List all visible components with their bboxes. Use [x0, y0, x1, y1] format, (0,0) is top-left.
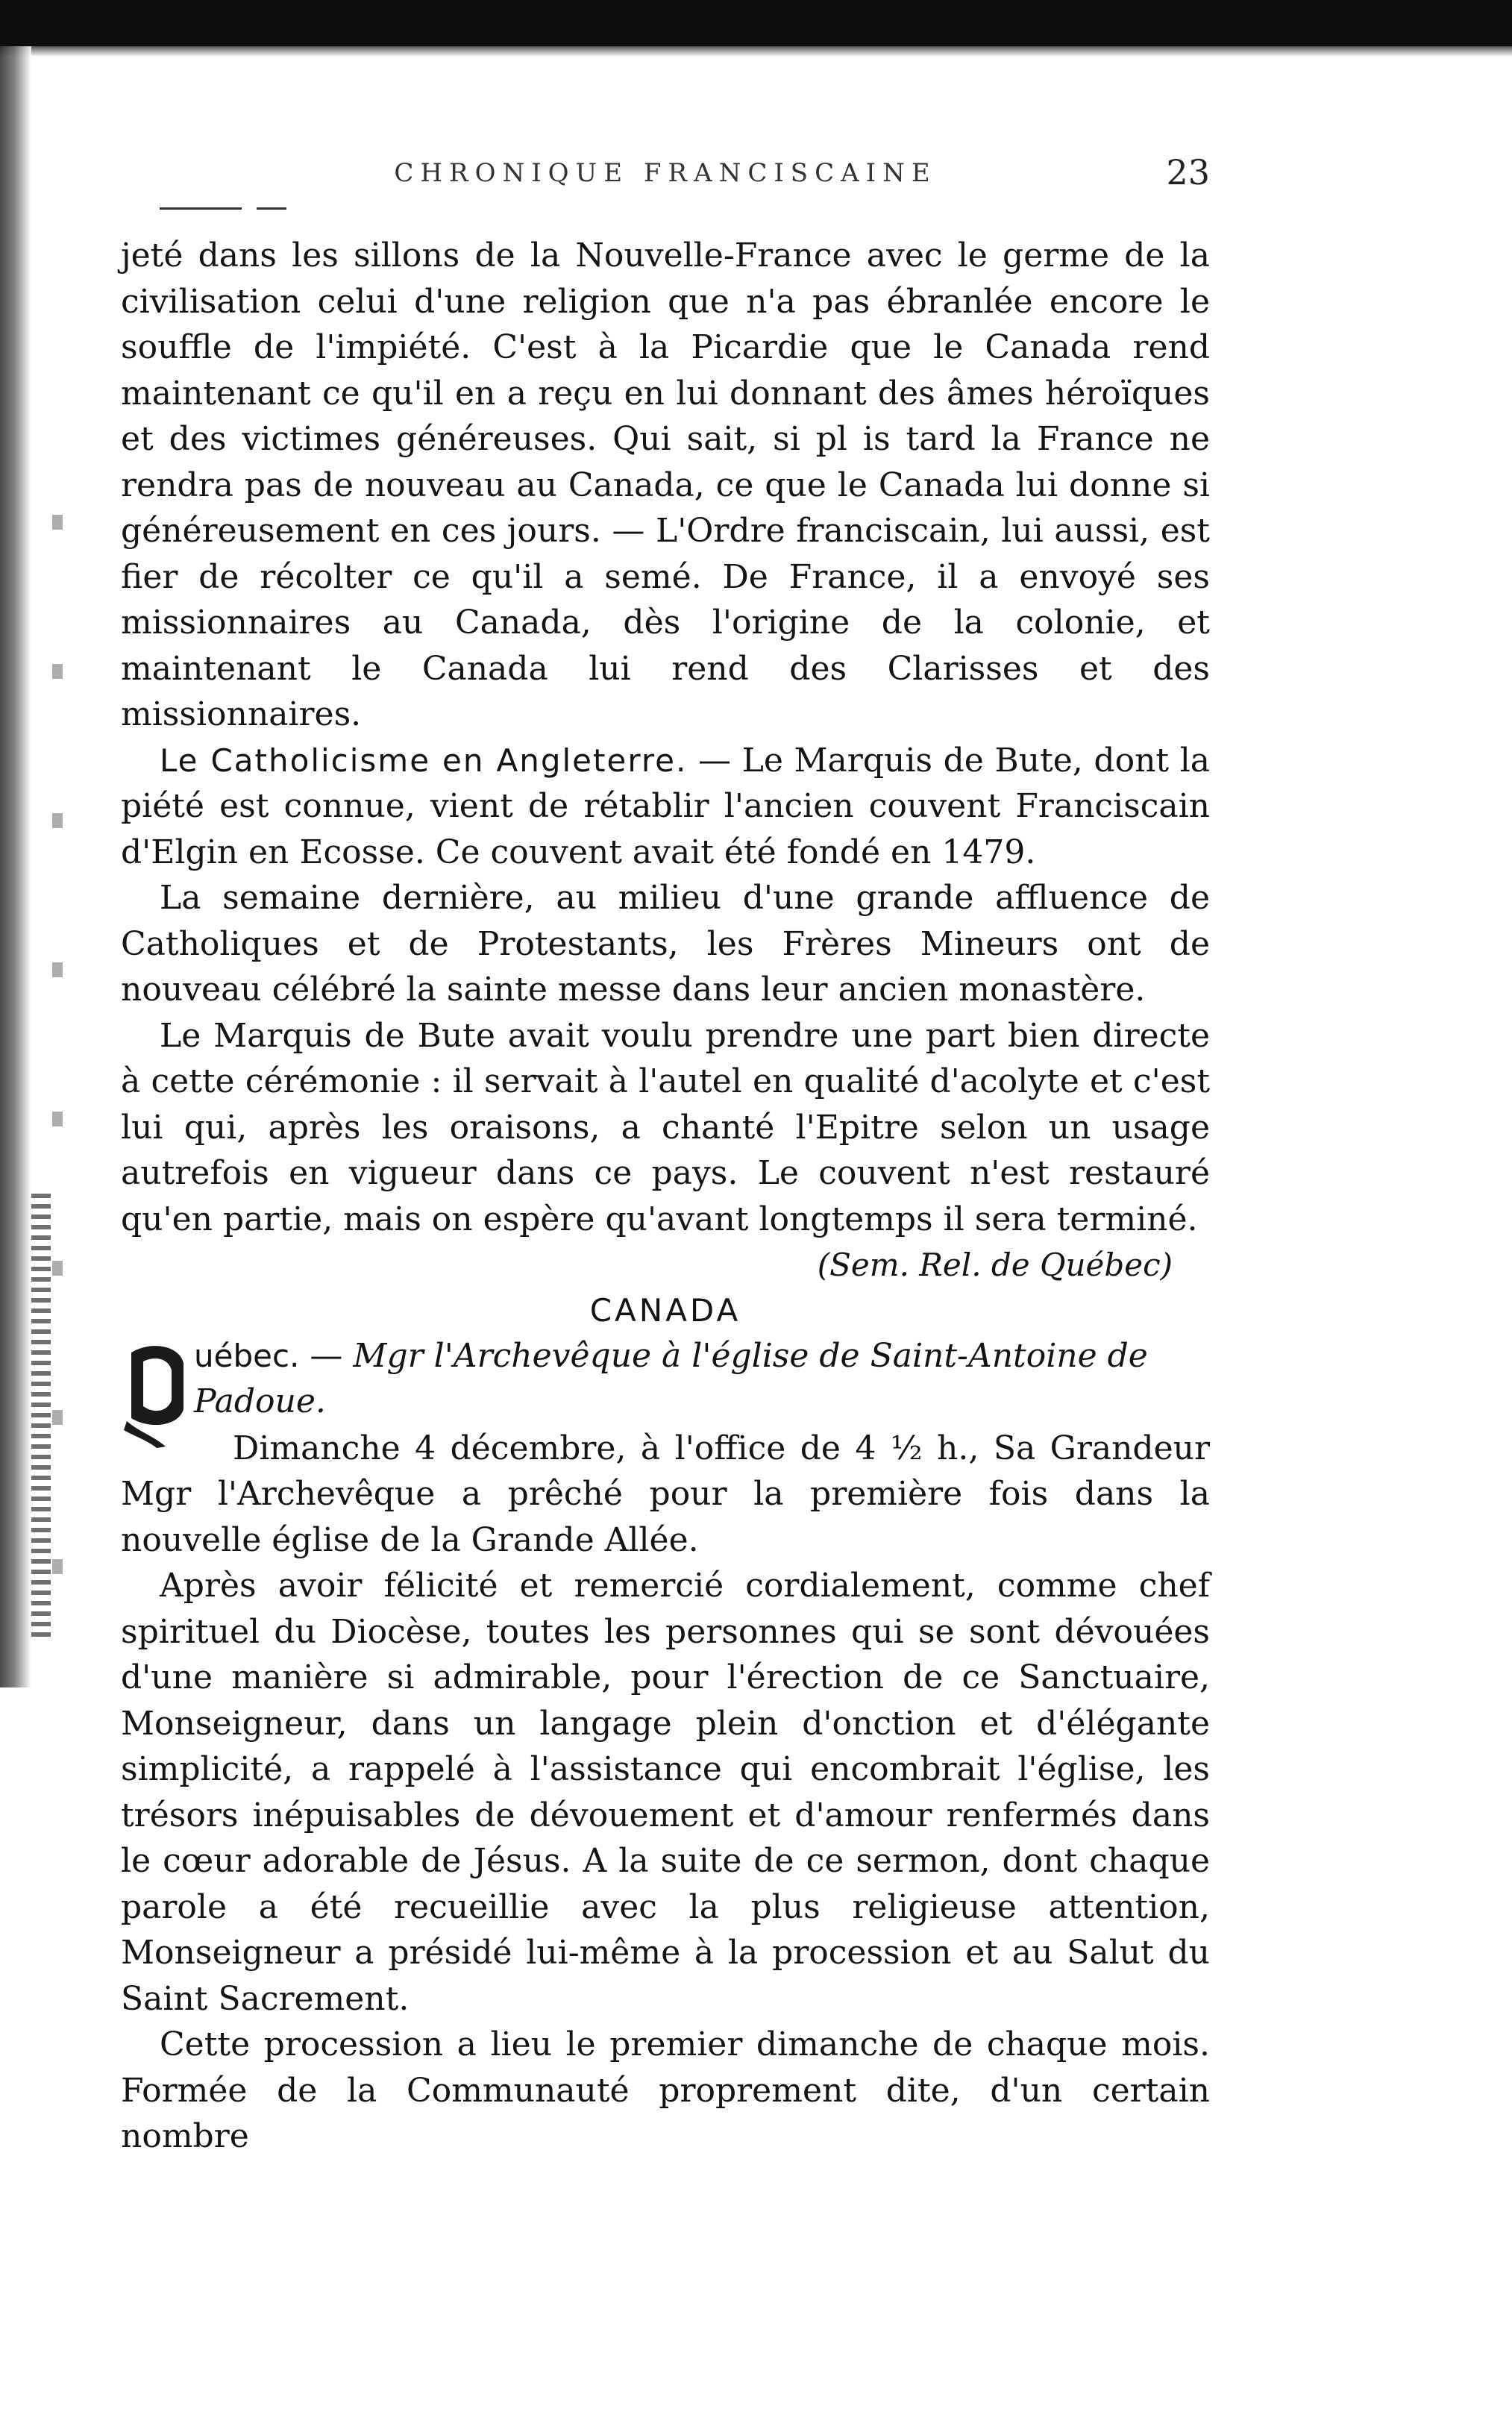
scan-binding-edge — [0, 46, 31, 1687]
drop-cap-q — [121, 1338, 189, 1450]
paragraph-semaine: La semaine dernière, au milieu d'une grande affluence de Catholiques et de Protestants, les Frères Mineurs ont de nouveau célébré la sainte messe dans leur ancien monastère. — [121, 879, 1210, 1009]
paragraph-marquis: Le Marquis de Bute avait voulu prendre une part bien directe à cette cérémonie : il servait à l'autel en qualité d'acolyte et c'est lui qui, après les oraisons, a chanté l'Epitre selon un usage autrefois en vigueur dans ce pays. Le couvent n'est restauré qu'en partie, mais on espère qu'avant longtemps il sera terminé. — [121, 1016, 1210, 1238]
scan-top-shadow — [0, 46, 1512, 57]
quebec-heading-line — [194, 1333, 1210, 1379]
paragraph-procession: Cette procession a lieu le premier dimanche de chaque mois. Formée de la Communauté proprement dite, d'un certain nombre — [121, 2025, 1210, 2155]
running-title: CHRONIQUE FRANCISCAINE — [394, 158, 937, 188]
quebec-title-b: Padoue. — [194, 1382, 326, 1420]
scan-top-border — [0, 0, 1512, 46]
citation-semaine-religieuse: (Sem. Rel. de Québec) — [817, 1247, 1173, 1283]
paragraph-angleterre — [121, 738, 1210, 876]
page-number: 23 — [1166, 152, 1210, 192]
running-head — [121, 152, 1210, 203]
paragraph-dimanche: Dimanche 4 décembre, à l'office de 4 ½ h., Sa Grandeur Mgr l'Archevêque a prêché pour la première fois dans la nouvelle église de la Grande Allée. — [121, 1429, 1210, 1559]
scan-margin-specks — [52, 448, 63, 1641]
paragraph-picardie: jeté dans les sillons de la Nouvelle-France avec le germe de la civilisation celui d'une religion que n'a pas ébranlée encore le souffle de l'impiété. C'est à la Picardie que le Canada rend maintenant ce qu'il en a reçu en lui donnant des âmes héroïques et des victimes généreuses. Qui sait, si pl is tard la France ne rendra pas de nouveau au Canada, ce que le Canada lui donne si généreusement en ces jours. — L'Ordre franciscain, lui aussi, est fier de récolter ce qu'il a semé. De France, il a envoyé ses missionnaires au Canada, dès l'origine de la colonie, et maintenant le Canada lui rend des Clarisses et des missionnaires. — [121, 236, 1210, 733]
header-rule — [160, 207, 309, 210]
quebec-title-a: Mgr l'Archevêque à l'église de Saint-Antoine de — [353, 1336, 1148, 1375]
drop-cap-letter: Q — [142, 1373, 168, 1408]
quebec-label: uébec. — [194, 1337, 300, 1374]
angleterre-heading: Le Catholicisme en Angleterre. — [160, 742, 688, 779]
book-page — [121, 152, 1211, 2155]
angleterre-body: — Le Marquis de Bute, dont la piété est connue, vient de rétablir l'ancien couvent Franciscain d'Elgin en Ecosse. Ce couvent avait été fondé en 1479. — [121, 741, 1211, 871]
scan-binding-marks — [31, 1194, 51, 1641]
quebec-heading-block — [121, 1333, 1210, 1426]
section-title-canada: CANADA — [589, 1291, 741, 1329]
paragraph-apres: Après avoir félicité et remercié cordialement, comme chef spirituel du Diocèse, toutes les personnes qui se sont dévouées d'une manière si admirable, pour l'érection de ce Sanctuaire, Monseigneur, dans un langage plein d'onction et d'élégante simplicité, a rappelé à l'assistance qui encombrait l'église, les trésors inépuisables de dévouement et d'amour renfermés dans le cœur adorable de Jésus. A la suite de ce sermon, dont chaque parole a été recueillie avec la plus religieuse attention, Monseigneur a présidé lui-même à la procession et au Salut du Saint Sacrement. — [121, 1567, 1210, 2018]
body-text — [121, 233, 1210, 2160]
quebec-dash: — — [299, 1336, 354, 1375]
